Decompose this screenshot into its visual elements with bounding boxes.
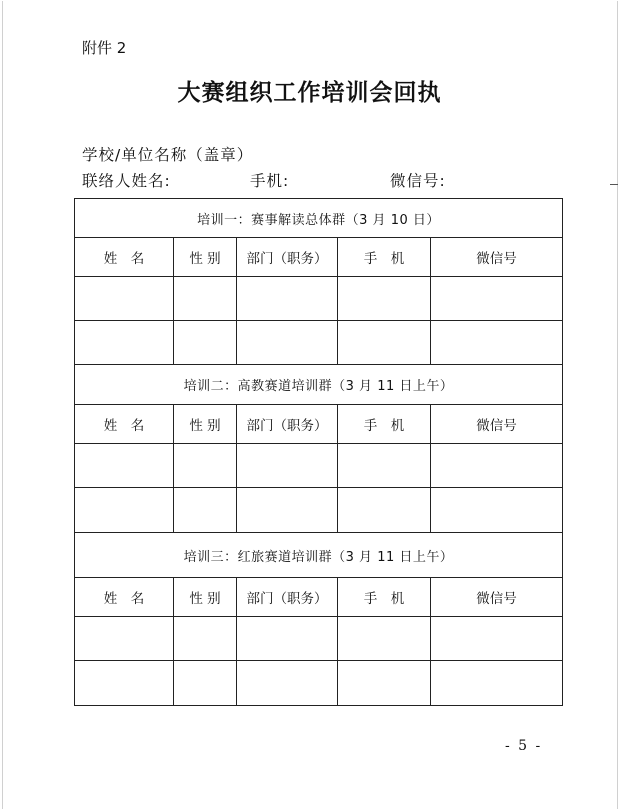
attachment-label: 附件 2 [82,39,127,57]
cell-department[interactable] [237,444,338,488]
header-row [75,238,563,277]
table-row [75,661,563,706]
document-title: 大赛组织工作培训会回执 [177,79,442,106]
col-wechat: 微信号 [431,578,563,617]
cell-phone[interactable] [338,277,431,321]
cell-department[interactable] [237,661,338,706]
table-row [75,321,563,365]
cell-name[interactable] [75,661,174,706]
col-wechat: 微信号 [431,238,563,277]
cell-name[interactable] [75,321,174,365]
contact-phone-label: 手机: [250,172,290,190]
cell-phone[interactable] [338,321,431,365]
col-department: 部门（职务） [237,578,338,617]
cell-wechat[interactable] [431,321,563,365]
table-row [75,277,563,321]
header-row [75,405,563,444]
cell-name[interactable] [75,617,174,661]
cell-department[interactable] [237,617,338,661]
cell-wechat[interactable] [431,444,563,488]
col-gender: 性 别 [174,238,237,277]
col-name: 姓 名 [75,405,174,444]
section-title: 培训三：红旅赛道培训群（3 月 11 日上午） [75,533,563,578]
cell-name[interactable] [75,277,174,321]
receipt-table [74,198,563,706]
cell-phone[interactable] [338,661,431,706]
cell-department[interactable] [237,488,338,533]
table-row [75,488,563,533]
col-wechat: 微信号 [431,405,563,444]
col-name: 姓 名 [75,578,174,617]
contact-name-label: 联络人姓名: [82,172,171,190]
school-name-line: 学校/单位名称（盖章） [82,146,254,164]
cell-gender[interactable] [174,488,237,533]
cell-wechat[interactable] [431,661,563,706]
col-name: 姓 名 [75,238,174,277]
cell-wechat[interactable] [431,277,563,321]
section-row [75,365,563,405]
page-number: - 5 - [505,738,543,754]
cell-gender[interactable] [174,661,237,706]
cell-name[interactable] [75,444,174,488]
col-department: 部门（职务） [237,405,338,444]
section-row [75,199,563,238]
cell-gender[interactable] [174,321,237,365]
cell-gender[interactable] [174,444,237,488]
col-gender: 性 别 [174,578,237,617]
col-phone: 手 机 [338,405,431,444]
cell-department[interactable] [237,277,338,321]
cell-department[interactable] [237,321,338,365]
section-row [75,533,563,578]
cell-phone[interactable] [338,617,431,661]
contact-wechat-label: 微信号: [390,172,446,190]
col-phone: 手 机 [338,578,431,617]
cell-wechat[interactable] [431,617,563,661]
margin-mark [610,184,618,185]
section-title: 培训一：赛事解读总体群（3 月 10 日） [75,199,563,238]
section-title: 培训二：高教赛道培训群（3 月 11 日上午） [75,365,563,405]
col-phone: 手 机 [338,238,431,277]
header-row [75,578,563,617]
cell-phone[interactable] [338,488,431,533]
cell-name[interactable] [75,488,174,533]
table-row [75,444,563,488]
cell-gender[interactable] [174,277,237,321]
cell-gender[interactable] [174,617,237,661]
col-gender: 性 别 [174,405,237,444]
col-department: 部门（职务） [237,238,338,277]
cell-phone[interactable] [338,444,431,488]
table-row [75,617,563,661]
cell-wechat[interactable] [431,488,563,533]
